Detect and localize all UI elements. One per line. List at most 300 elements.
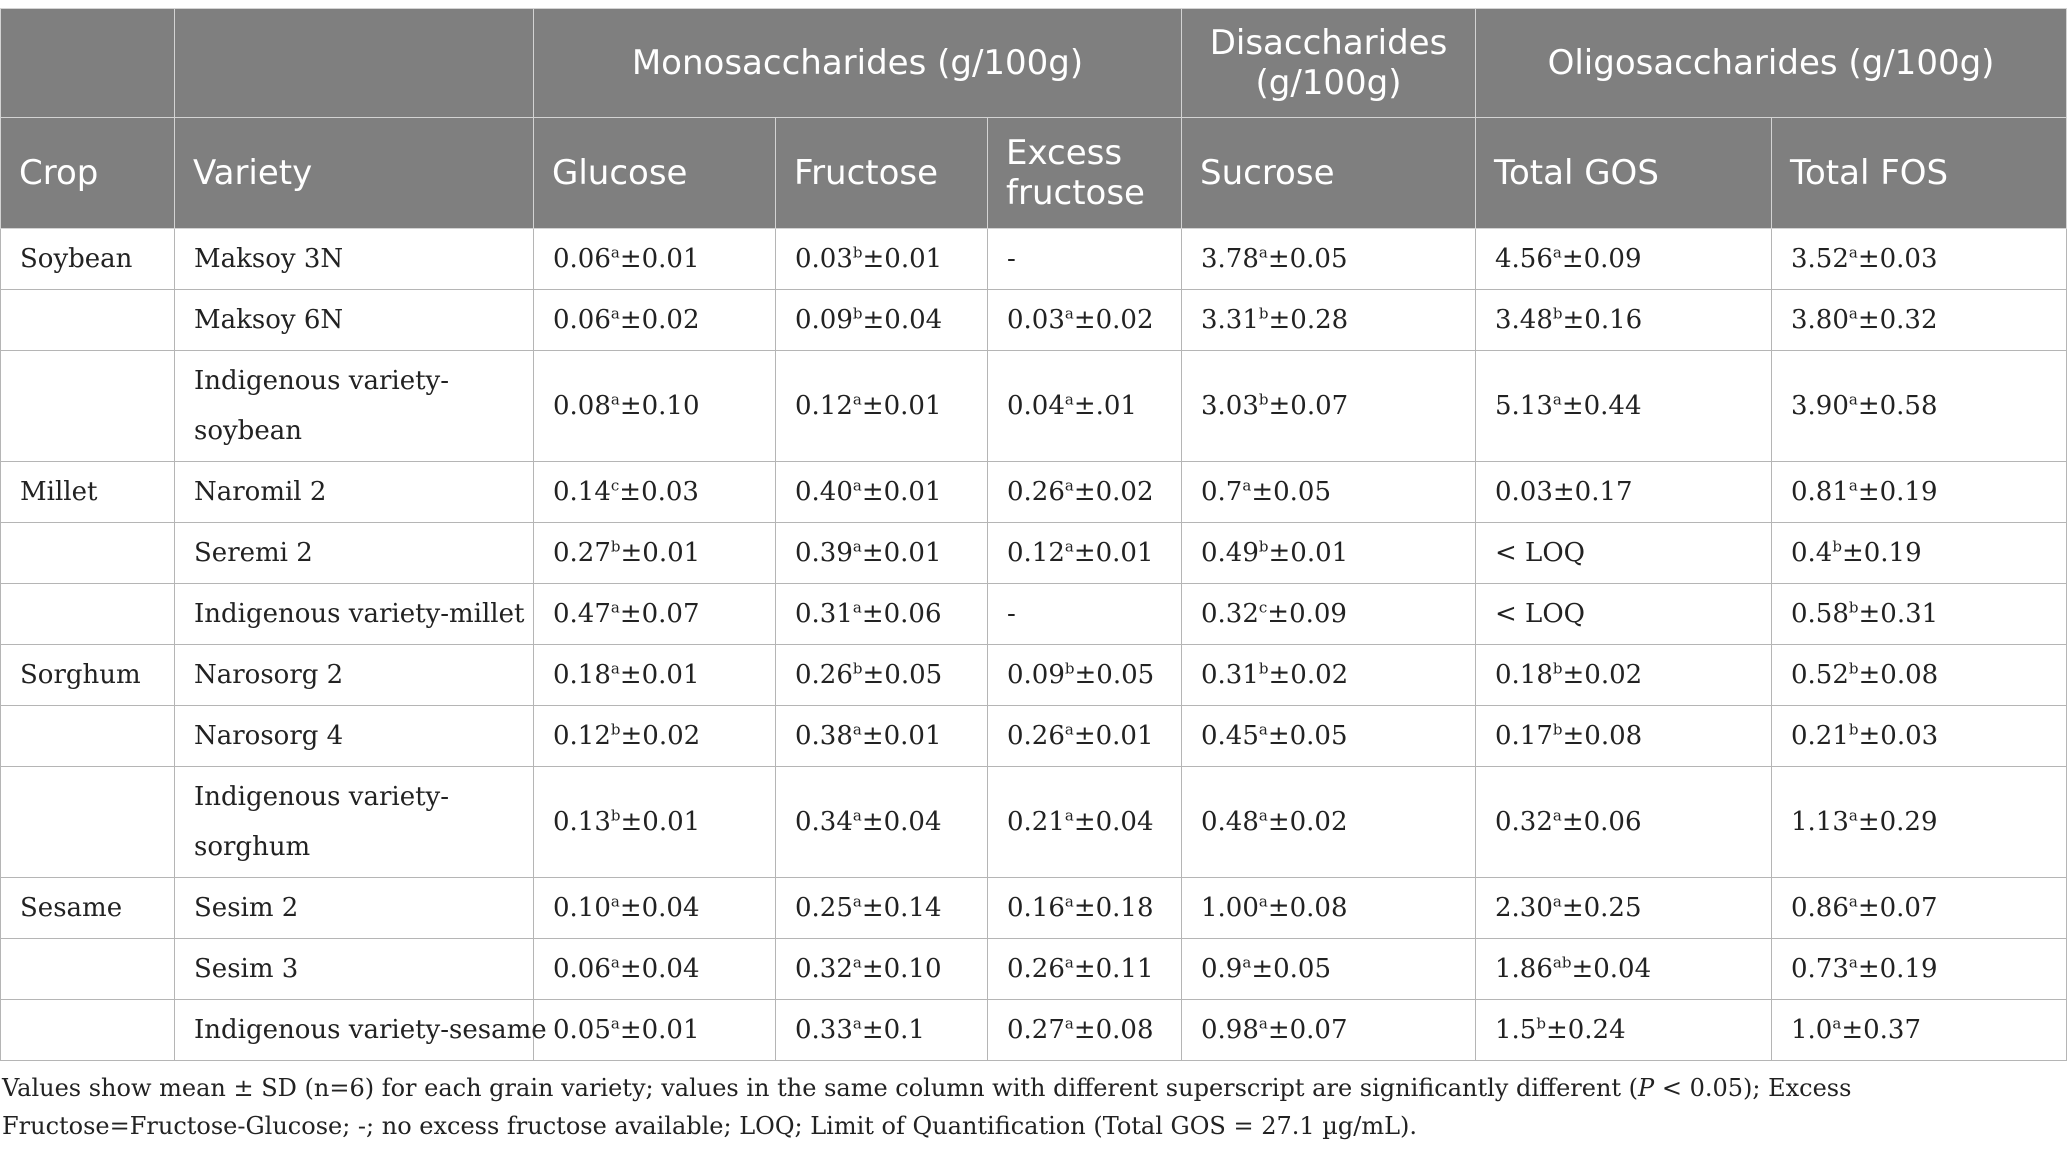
sd-value: ±0.08 [1073,1015,1154,1045]
mean-value: 0.04 [1007,391,1065,421]
column-header-total-gos: Total GOS [1476,118,1772,229]
sd-value: ±0.18 [1073,893,1154,923]
sd-value: ±0.05 [862,660,943,690]
significance-superscript: a [1848,953,1858,972]
value-cell [534,584,776,645]
value-cell [534,767,776,878]
sd-value: ±0.19 [1841,538,1922,568]
significance-superscript: a [1064,390,1074,409]
mean-value: 0.39 [795,538,853,568]
significance-superscript: b [610,806,621,825]
value-cell [1772,878,2067,939]
significance-superscript: b [610,720,621,739]
column-header-row [1,118,2067,229]
mean-value: 0.33 [795,1015,853,1045]
sd-value: ±0.02 [619,305,700,335]
column-header-variety: Variety [175,118,534,229]
sd-value: ±0.02 [1562,660,1643,690]
mean-value: 0.17 [1495,721,1553,751]
mean-value: 0.40 [795,477,853,507]
significance-superscript: a [1832,1014,1842,1033]
table-row [1,351,2067,462]
significance-superscript: a [1848,304,1858,323]
sd-value: ±0.31 [1858,599,1939,629]
variety-cell [175,1000,547,1061]
value-cell [776,706,988,767]
value-cell [534,706,776,767]
mean-value: 3.80 [1791,305,1849,335]
significance-superscript: a [610,1014,620,1033]
mean-value: 0.18 [1495,660,1553,690]
mean-value: 0.25 [795,893,853,923]
table-row [1,584,2067,645]
mean-value: 0.26 [1007,954,1065,984]
variety-name: Seremi 2 [194,538,313,568]
sd-value: ±0.01 [619,1015,700,1045]
mean-value: 3.03 [1201,391,1259,421]
significance-superscript: a [610,953,620,972]
table-row [1,523,2067,584]
mean-value: 3.90 [1791,391,1849,421]
significance-superscript: a [852,806,862,825]
mean-value: 0.26 [795,660,853,690]
crop-cell [1,290,175,351]
significance-superscript: a [1242,953,1252,972]
mean-value: 3.31 [1201,305,1259,335]
mean-value: 0.45 [1201,721,1259,751]
significance-superscript: a [1242,476,1252,495]
value-cell [1772,462,2067,523]
value-cell [1476,939,1772,1000]
significance-superscript: b [1064,659,1075,678]
mean-value: 1.5 [1495,1015,1537,1045]
sd-value: ±0.07 [1857,893,1938,923]
sugar-content-table [0,8,2067,1061]
variety-name: Narosorg 4 [194,721,344,751]
mean-value: - [1007,599,1016,629]
sd-value: ±0.04 [862,305,943,335]
sd-value: ±0.01 [1268,538,1349,568]
value-cell [1476,706,1772,767]
value-cell [776,584,988,645]
variety-name: Indigenous variety-sesame [194,1015,547,1045]
value-cell [1182,767,1476,878]
mean-value: 0.4 [1791,538,1833,568]
column-header-crop: Crop [1,118,175,229]
mean-value: 0.06 [553,244,611,274]
significance-superscript: a [610,659,620,678]
mean-value: 1.13 [1791,807,1849,837]
sd-value: ±0.10 [861,954,942,984]
value-cell [988,462,1182,523]
mean-value: 0.06 [553,305,611,335]
value-cell [776,523,988,584]
mean-value: 0.12 [795,391,853,421]
sd-value: ±0.07 [619,599,700,629]
significance-superscript: a [1848,892,1858,911]
sd-value: ±0.28 [1268,305,1349,335]
mean-value: 0.03±0.17 [1495,477,1633,507]
sd-value: ±.01 [1073,391,1137,421]
sd-value: ±0.01 [620,807,701,837]
value-cell [776,767,988,878]
value-cell [988,290,1182,351]
table-row [1,878,2067,939]
value-cell [776,645,988,706]
group-header-disaccharides: Disaccharides (g/100g) [1182,9,1476,118]
sd-value: ±0.04 [861,807,942,837]
significance-superscript: c [1258,598,1268,617]
significance-superscript: b [1258,659,1269,678]
value-cell [1182,939,1476,1000]
value-cell [1182,229,1476,290]
significance-superscript: b [852,304,863,323]
mean-value: 0.86 [1791,893,1849,923]
significance-superscript: c [610,476,620,495]
group-header-monosaccharides: Monosaccharides (g/100g) [534,9,1182,118]
value-cell [988,523,1182,584]
mean-value: 0.26 [1007,721,1065,751]
sd-value: ±0.19 [1857,477,1938,507]
variety-name: Indigenous variety-millet [194,599,525,629]
sd-value: ±0.58 [1857,391,1938,421]
value-cell [1182,706,1476,767]
value-cell [534,229,776,290]
mean-value: 0.09 [795,305,853,335]
sd-value: ±0.06 [861,599,942,629]
value-cell [1772,229,2067,290]
value-cell [988,351,1182,462]
mean-value: 0.27 [553,538,611,568]
significance-superscript: b [852,243,863,262]
mean-value: 0.10 [553,893,611,923]
significance-superscript: a [610,892,620,911]
variety-cell [175,878,534,939]
significance-superscript: a [1258,806,1268,825]
value-cell [1772,290,2067,351]
sd-value: ±0.04 [619,893,700,923]
significance-superscript: a [852,1014,862,1033]
value-cell [1476,229,1772,290]
significance-superscript: b [1552,659,1563,678]
significance-superscript: b [1552,720,1563,739]
sd-value: ±0.02 [1073,305,1154,335]
sd-value: ±0.01 [862,244,943,274]
crop-cell: Millet [1,462,175,523]
sd-value: ±0.19 [1857,954,1938,984]
mean-value: 0.06 [553,954,611,984]
mean-value: 0.21 [1791,721,1849,751]
significance-superscript: b [1536,1014,1546,1033]
significance-superscript: a [852,390,862,409]
variety-cell [175,523,534,584]
significance-superscript: b [1848,720,1859,739]
sd-value: ±0.04 [1073,807,1154,837]
mean-value: 1.86 [1495,954,1553,984]
sd-value: ±0.01 [619,660,700,690]
crop-cell [1,767,175,878]
value-cell [1772,1000,2067,1061]
significance-superscript: a [852,892,862,911]
sd-value: ±0.37 [1841,1015,1921,1045]
mean-value: 0.16 [1007,893,1065,923]
significance-superscript: b [1258,390,1269,409]
sd-value: ±0.24 [1545,1015,1626,1045]
value-cell [1476,462,1772,523]
variety-name: Narosorg 2 [194,660,344,690]
footnote-p-symbol: P [1638,1074,1655,1102]
sd-value: ±0.44 [1561,391,1642,421]
mean-value: 0.32 [1495,807,1553,837]
variety-cell [175,290,534,351]
sd-value: ±0.02 [1268,660,1349,690]
value-cell [1772,939,2067,1000]
mean-value: 0.08 [553,391,611,421]
mean-value: 0.48 [1201,807,1259,837]
variety-cell [175,462,534,523]
value-cell [534,290,776,351]
sd-value: ±0.01 [861,477,942,507]
value-cell [534,1000,776,1061]
variety-cell [175,645,534,706]
value-cell [1476,1000,1772,1061]
sd-value: ±0.05 [1251,954,1331,984]
value-cell [776,1000,988,1061]
sd-value: ±0.08 [1267,893,1348,923]
mean-value: 0.98 [1201,1015,1259,1045]
mean-value: 0.52 [1791,660,1849,690]
table-row [1,462,2067,523]
sd-value: ±0.03 [1858,721,1939,751]
mean-value: 0.47 [553,599,611,629]
significance-superscript: a [1064,537,1074,556]
value-cell [1476,290,1772,351]
mean-value: < LOQ [1495,538,1585,568]
value-cell [1476,584,1772,645]
significance-superscript: a [1064,720,1074,739]
mean-value: 0.13 [553,807,611,837]
sd-value: ±0.01 [1073,721,1154,751]
value-cell [1182,462,1476,523]
blank-header-crop [1,9,175,118]
sd-value: ±0.04 [1571,954,1652,984]
significance-superscript: a [1552,892,1562,911]
significance-superscript: a [1552,806,1562,825]
column-header-total-fos: Total FOS [1772,118,2067,229]
value-cell [1476,351,1772,462]
variety-cell [175,584,534,645]
table-row [1,706,2067,767]
column-header-fructose: Fructose [776,118,988,229]
mean-value: 0.32 [1201,599,1259,629]
value-cell [1476,878,1772,939]
crop-cell: Soybean [1,229,175,290]
mean-value: 0.27 [1007,1015,1065,1045]
value-cell [988,878,1182,939]
footnote-text-1: Values show mean ± SD (n=6) for each grain variety; values in the same column with different superscript are significantly different ( [2,1074,1639,1102]
sd-value: ±0.25 [1561,893,1642,923]
table-header [1,9,2067,229]
sd-value: ±0.01 [861,391,942,421]
mean-value: 5.13 [1495,391,1553,421]
table-row [1,767,2067,878]
variety-name: Sesim 3 [194,954,299,984]
value-cell [988,706,1182,767]
value-cell [1772,767,2067,878]
mean-value: 0.73 [1791,954,1849,984]
mean-value: 0.21 [1007,807,1065,837]
significance-superscript: b [1848,659,1859,678]
sd-value: ±0.02 [1073,477,1154,507]
mean-value: 2.30 [1495,893,1553,923]
mean-value: 3.48 [1495,305,1553,335]
significance-superscript: a [610,598,620,617]
significance-superscript: a [1258,243,1268,262]
value-cell [1772,706,2067,767]
variety-cell [175,706,534,767]
significance-superscript: a [852,598,862,617]
value-cell [1182,523,1476,584]
mean-value: 0.9 [1201,954,1243,984]
table-row [1,1000,2067,1061]
value-cell [1772,523,2067,584]
mean-value: 0.18 [553,660,611,690]
crop-cell: Sorghum [1,645,175,706]
table-footnote [2,1069,2062,1145]
significance-superscript: a [1848,806,1858,825]
mean-value: 1.00 [1201,893,1259,923]
sd-value: ±0.03 [1857,244,1938,274]
mean-value: 0.34 [795,807,853,837]
mean-value: 0.49 [1201,538,1259,568]
mean-value: 0.58 [1791,599,1849,629]
variety-name: Maksoy 6N [194,305,344,335]
crop-cell [1,706,175,767]
sd-value: ±0.09 [1561,244,1642,274]
mean-value: 4.56 [1495,244,1553,274]
mean-value: - [1007,244,1016,274]
significance-superscript: a [1064,892,1074,911]
column-header-sucrose: Sucrose [1182,118,1476,229]
significance-superscript: a [852,537,862,556]
value-cell [1476,523,1772,584]
significance-superscript: a [1848,390,1858,409]
significance-superscript: a [1064,806,1074,825]
variety-cell [175,229,534,290]
significance-superscript: a [1552,243,1562,262]
value-cell [1772,584,2067,645]
variety-name: Naromil 2 [194,477,327,507]
sd-value: ±0.32 [1857,305,1938,335]
sd-value: ±0.05 [1251,477,1331,507]
value-cell [988,645,1182,706]
mean-value: 1.0 [1791,1015,1833,1045]
significance-superscript: ab [1552,953,1572,972]
sd-value: ±0.05 [1267,244,1348,274]
column-header-glucose: Glucose [534,118,776,229]
value-cell [1476,767,1772,878]
crop-cell [1,351,175,462]
significance-superscript: a [852,720,862,739]
significance-superscript: b [1848,598,1859,617]
mean-value: 3.78 [1201,244,1259,274]
variety-cell [175,351,534,462]
significance-superscript: a [1064,1014,1074,1033]
value-cell [534,462,776,523]
sd-value: ±0.05 [1267,721,1348,751]
mean-value: 0.12 [553,721,611,751]
value-cell [1772,351,2067,462]
value-cell [776,229,988,290]
sd-value: ±0.01 [620,538,701,568]
mean-value: 0.81 [1791,477,1849,507]
value-cell [988,1000,1182,1061]
crop-cell [1,939,175,1000]
mean-value: 0.38 [795,721,853,751]
sd-value: ±0.01 [619,244,700,274]
value-cell [988,767,1182,878]
value-cell [534,523,776,584]
value-cell [776,290,988,351]
significance-superscript: a [610,243,620,262]
mean-value: < LOQ [1495,599,1585,629]
sd-value: ±0.01 [1073,538,1154,568]
value-cell [988,584,1182,645]
significance-superscript: b [852,659,863,678]
value-cell [1182,351,1476,462]
value-cell [1182,1000,1476,1061]
group-header-oligosaccharides: Oligosaccharides (g/100g) [1476,9,2067,118]
significance-superscript: a [1848,243,1858,262]
crop-cell [1,1000,175,1061]
sd-value: ±0.03 [619,477,699,507]
mean-value: 0.03 [795,244,853,274]
sd-value: ±0.11 [1073,954,1154,984]
sd-value: ±0.02 [620,721,701,751]
table-row [1,645,2067,706]
mean-value: 0.03 [1007,305,1065,335]
column-header-excess-fructose: Excess fructose [988,118,1182,229]
sd-value: ±0.14 [861,893,942,923]
mean-value: 0.14 [553,477,611,507]
significance-superscript: b [1258,304,1269,323]
significance-superscript: a [852,953,862,972]
sd-value: ±0.01 [861,538,942,568]
significance-superscript: a [1064,953,1074,972]
table-row [1,290,2067,351]
sd-value: ±0.07 [1268,391,1349,421]
value-cell [1182,584,1476,645]
significance-superscript: a [1552,390,1562,409]
data-table-container [0,8,2067,1145]
mean-value: 0.7 [1201,477,1243,507]
significance-superscript: a [1258,892,1268,911]
table-body [1,229,2067,1061]
value-cell [1772,645,2067,706]
sd-value: ±0.09 [1267,599,1347,629]
significance-superscript: b [610,537,621,556]
significance-superscript: a [1848,476,1858,495]
significance-superscript: a [1064,476,1074,495]
footnote-text-2: < 0.05); Excess Fructose=Fructose-Glucose; -; no excess fructose available; LOQ; Limit of Quantification (Total GOS = 27.1 µg/mL). [2,1074,1852,1140]
value-cell [1476,645,1772,706]
value-cell [776,462,988,523]
sd-value: ±0.01 [861,721,942,751]
variety-name: Sesim 2 [194,893,299,923]
mean-value: 0.32 [795,954,853,984]
crop-cell [1,523,175,584]
value-cell [1182,645,1476,706]
